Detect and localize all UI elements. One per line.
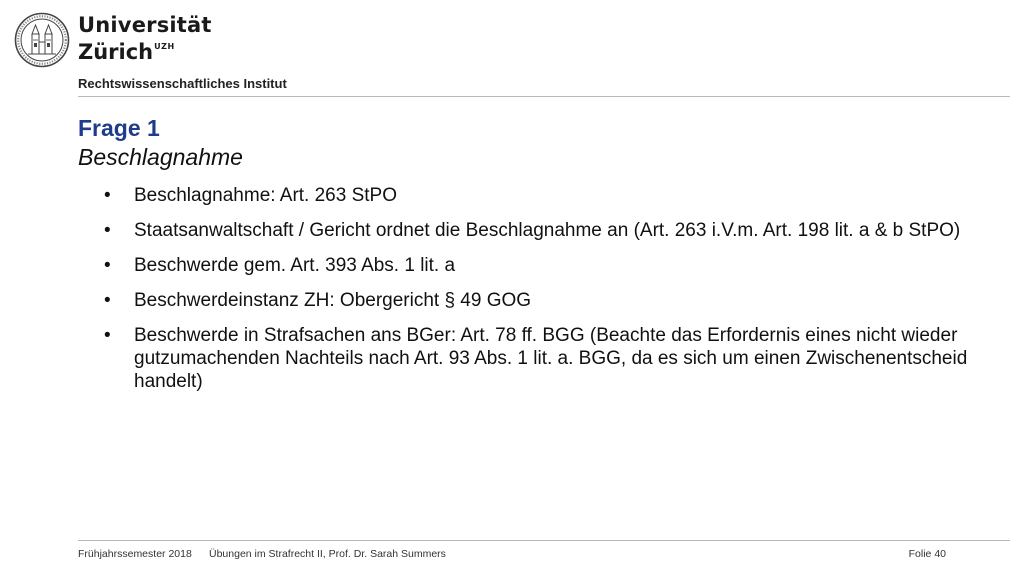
- bullet-text: Staatsanwaltschaft / Gericht ordnet die Beschlagnahme an (Art. 263 i.V.m. Art. 198 lit. a & b StPO): [134, 220, 961, 241]
- logo-superscript: UZH: [154, 42, 175, 51]
- bullet-item: [104, 289, 974, 312]
- footer-divider: [78, 540, 1010, 541]
- bullet-text: Beschlagnahme: Art. 263 StPO: [134, 185, 397, 206]
- header-divider: [78, 96, 1010, 97]
- bullet-dot-icon: •: [104, 255, 111, 276]
- bullet-text: Beschwerde in Strafsachen ans BGer: Art. 78 ff. BGG (Beachte das Erfordernis eines nicht wieder gutzumachenden Nachteils nach Art. 93 Abs. 1 lit. a. BGG, da es sich um einen Zwischenentscheid handelt): [134, 325, 968, 392]
- bullet-item: [104, 254, 974, 277]
- footer-course: Übungen im Strafrecht II, Prof. Dr. Sarah Summers: [209, 548, 446, 560]
- bullet-item: [104, 184, 974, 207]
- bullet-item: [104, 324, 974, 393]
- logo-city: Zürich: [78, 40, 154, 64]
- bullet-text: Beschwerde gem. Art. 393 Abs. 1 lit. a: [134, 255, 456, 276]
- bullet-dot-icon: •: [104, 325, 111, 346]
- bullet-list: [104, 184, 974, 405]
- university-seal-icon: [14, 12, 70, 68]
- bullet-text: Beschwerdeinstanz ZH: Obergericht § 49 GOG: [134, 290, 532, 311]
- bullet-dot-icon: •: [104, 290, 111, 311]
- bullet-dot-icon: •: [104, 185, 111, 206]
- footer-slide-number: Folie 40: [908, 548, 946, 560]
- slide-subtitle: Beschlagnahme: [78, 144, 243, 170]
- footer-semester: Frühjahrssemester 2018: [78, 548, 192, 560]
- bullet-item: [104, 219, 974, 242]
- institute-name: Rechtswissenschaftliches Institut: [78, 76, 287, 91]
- logo-line-2: [78, 36, 212, 63]
- bullet-dot-icon: •: [104, 220, 111, 241]
- slide-title: Frage 1: [78, 115, 160, 141]
- university-logo-text: [78, 14, 212, 63]
- logo-line-1: Universität: [78, 13, 212, 37]
